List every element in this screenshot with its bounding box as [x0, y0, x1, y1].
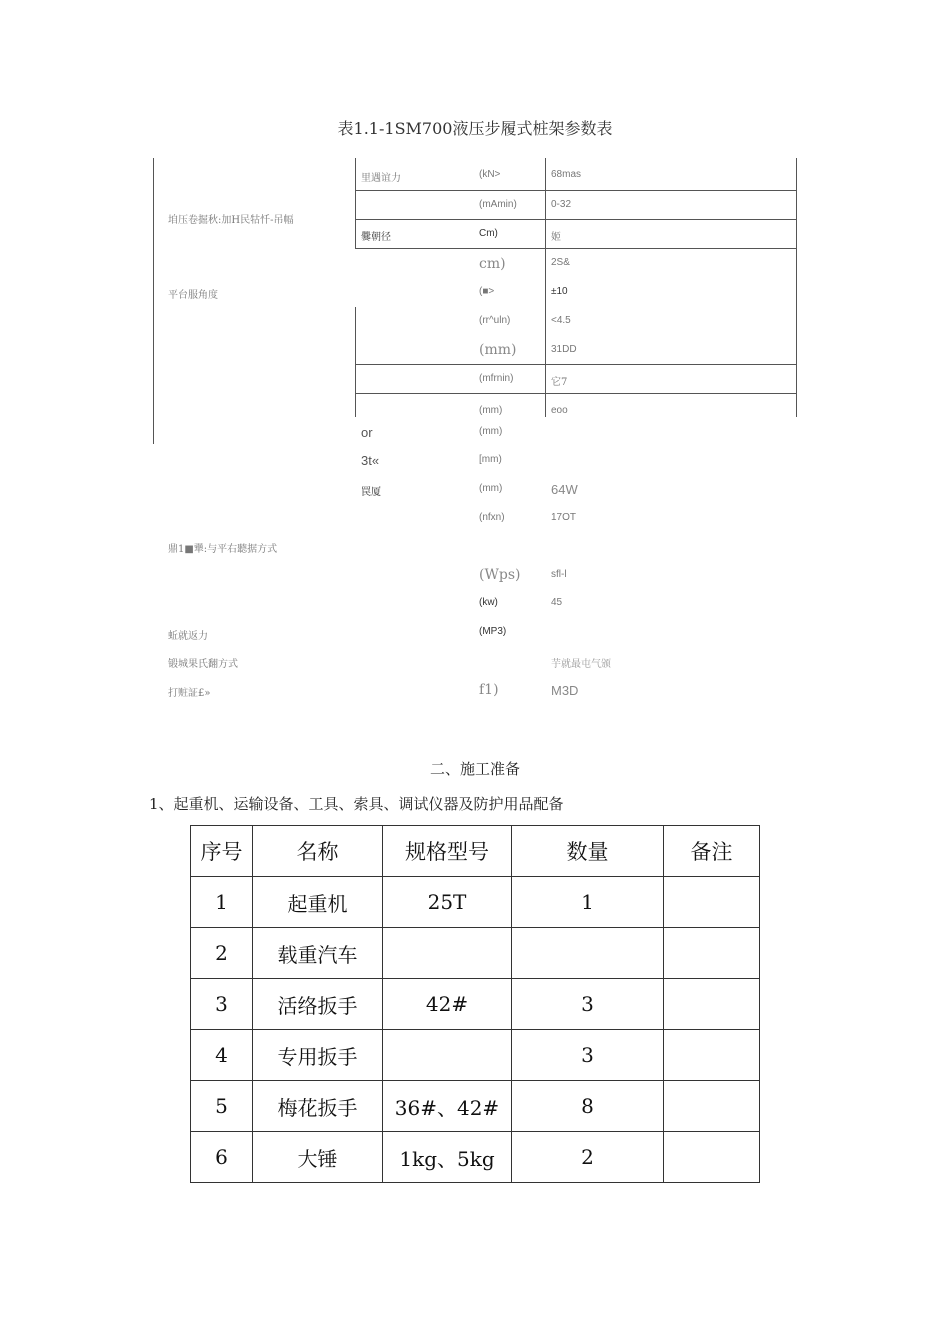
cell-qty: 2 [512, 1132, 664, 1183]
cell-no: 5 [191, 1081, 253, 1132]
cell-name: 梅花扳手 [253, 1081, 383, 1132]
param-value: 姬 [551, 232, 561, 243]
param-value: 31DD [551, 344, 577, 355]
param-value: 17OT [551, 512, 577, 523]
cell-no: 4 [191, 1030, 253, 1081]
cell-spec: 25T [383, 877, 512, 928]
param-unit: [mm) [479, 454, 502, 465]
cell-no: 1 [191, 877, 253, 928]
table-rule [355, 248, 796, 249]
table-rule [355, 219, 796, 220]
table-rule [796, 158, 797, 417]
param-value: 68mas [551, 169, 582, 180]
param-value: ±10 [551, 286, 568, 297]
param-label: 平台服角度 [168, 290, 218, 301]
cell-name: 大锤 [253, 1132, 383, 1183]
param-unit: (mfrnin) [479, 373, 514, 384]
param-value: <4.5 [551, 315, 571, 326]
cell-name: 专用扳手 [253, 1030, 383, 1081]
equipment-table [190, 825, 760, 1183]
cell-qty [512, 928, 664, 979]
table-row [191, 928, 760, 979]
param-sublabel: 里遇谊力 [361, 173, 401, 184]
table-row [191, 1081, 760, 1132]
param-label: 蚯就返力 [168, 631, 208, 642]
cell-spec: 36#、42# [383, 1081, 512, 1132]
param-label: 打赃証£» [168, 688, 211, 699]
param-unit: (MP3) [479, 626, 507, 637]
param-unit: (kw) [479, 597, 498, 608]
table-row [191, 979, 760, 1030]
param-unit: (mm) [479, 426, 503, 437]
param-unit: cm) [479, 256, 506, 272]
cell-name: 活络扳手 [253, 979, 383, 1030]
cell-note [664, 928, 760, 979]
table-row [191, 877, 760, 928]
cell-note [664, 979, 760, 1030]
cell-spec [383, 928, 512, 979]
subsection-heading: 1、起重机、运输设备、工具、索具、调试仪器及防护用品配备 [149, 795, 564, 813]
param-sublabel: 爨朝径 [361, 232, 391, 243]
param-sublabel: 3t« [361, 453, 380, 468]
param-sublabel: 罠厦 [361, 487, 381, 498]
param-value: M3D [551, 683, 579, 698]
cell-qty: 1 [512, 877, 664, 928]
cell-note [664, 877, 760, 928]
cell-note [664, 1030, 760, 1081]
cell-note [664, 1081, 760, 1132]
cell-no: 2 [191, 928, 253, 979]
table-rule [355, 307, 356, 417]
table-rule [355, 190, 796, 191]
table-rule [355, 364, 796, 365]
cell-qty: 3 [512, 979, 664, 1030]
param-unit: (rr^uln) [479, 315, 511, 326]
table-rule [545, 158, 546, 417]
param-label: 鼎1■犟:与平右聽据方式 [168, 544, 278, 555]
table-rule [153, 158, 154, 444]
header-spec: 规格型号 [383, 826, 512, 877]
param-value: 45 [551, 597, 563, 608]
section-heading: 二、施工准备 [429, 760, 520, 778]
table-row [191, 1132, 760, 1183]
param-label: 锻城果氏翻方式 [168, 659, 238, 670]
param-value: 芋就最屯气颁 [551, 659, 611, 670]
table-title: 表1.1-1SM700液压步履式桩架参数表 [337, 119, 613, 138]
param-value: 它7 [551, 377, 568, 388]
cell-spec: 42# [383, 979, 512, 1030]
header-qty: 数量 [512, 826, 664, 877]
cell-no: 6 [191, 1132, 253, 1183]
param-unit: (Wps) [479, 567, 521, 583]
cell-spec: 1kg、5kg [383, 1132, 512, 1183]
param-value: sfl-l [551, 569, 567, 580]
cell-spec [383, 1030, 512, 1081]
cell-name: 载重汽车 [253, 928, 383, 979]
param-unit: f1) [479, 682, 499, 698]
param-value: 2S& [551, 257, 570, 268]
header-name: 名称 [253, 826, 383, 877]
param-unit: (mm) [479, 405, 503, 416]
param-unit: Cm) [479, 228, 498, 239]
param-unit: (mm) [479, 342, 517, 358]
cell-qty: 8 [512, 1081, 664, 1132]
param-value: eoo [551, 405, 568, 416]
table-row [191, 1030, 760, 1081]
param-unit: (kN> [479, 169, 501, 180]
param-sublabel: or [361, 425, 373, 440]
cell-no: 3 [191, 979, 253, 1030]
param-label: 垍压卷掘秋:加H民牯忏-吊幅 [168, 215, 294, 226]
table-rule [355, 158, 356, 248]
cell-name: 起重机 [253, 877, 383, 928]
table-header-row [191, 826, 760, 877]
header-no: 序号 [191, 826, 253, 877]
param-value: 0-32 [551, 199, 572, 210]
cell-qty: 3 [512, 1030, 664, 1081]
param-unit: (mm) [479, 483, 503, 494]
param-value: 64W [551, 482, 578, 497]
param-unit: (nfxn) [479, 512, 505, 523]
header-note: 备注 [664, 826, 760, 877]
cell-note [664, 1132, 760, 1183]
param-unit: (mAmin) [479, 199, 517, 210]
table-rule [355, 393, 796, 394]
param-unit: (■> [479, 286, 495, 297]
